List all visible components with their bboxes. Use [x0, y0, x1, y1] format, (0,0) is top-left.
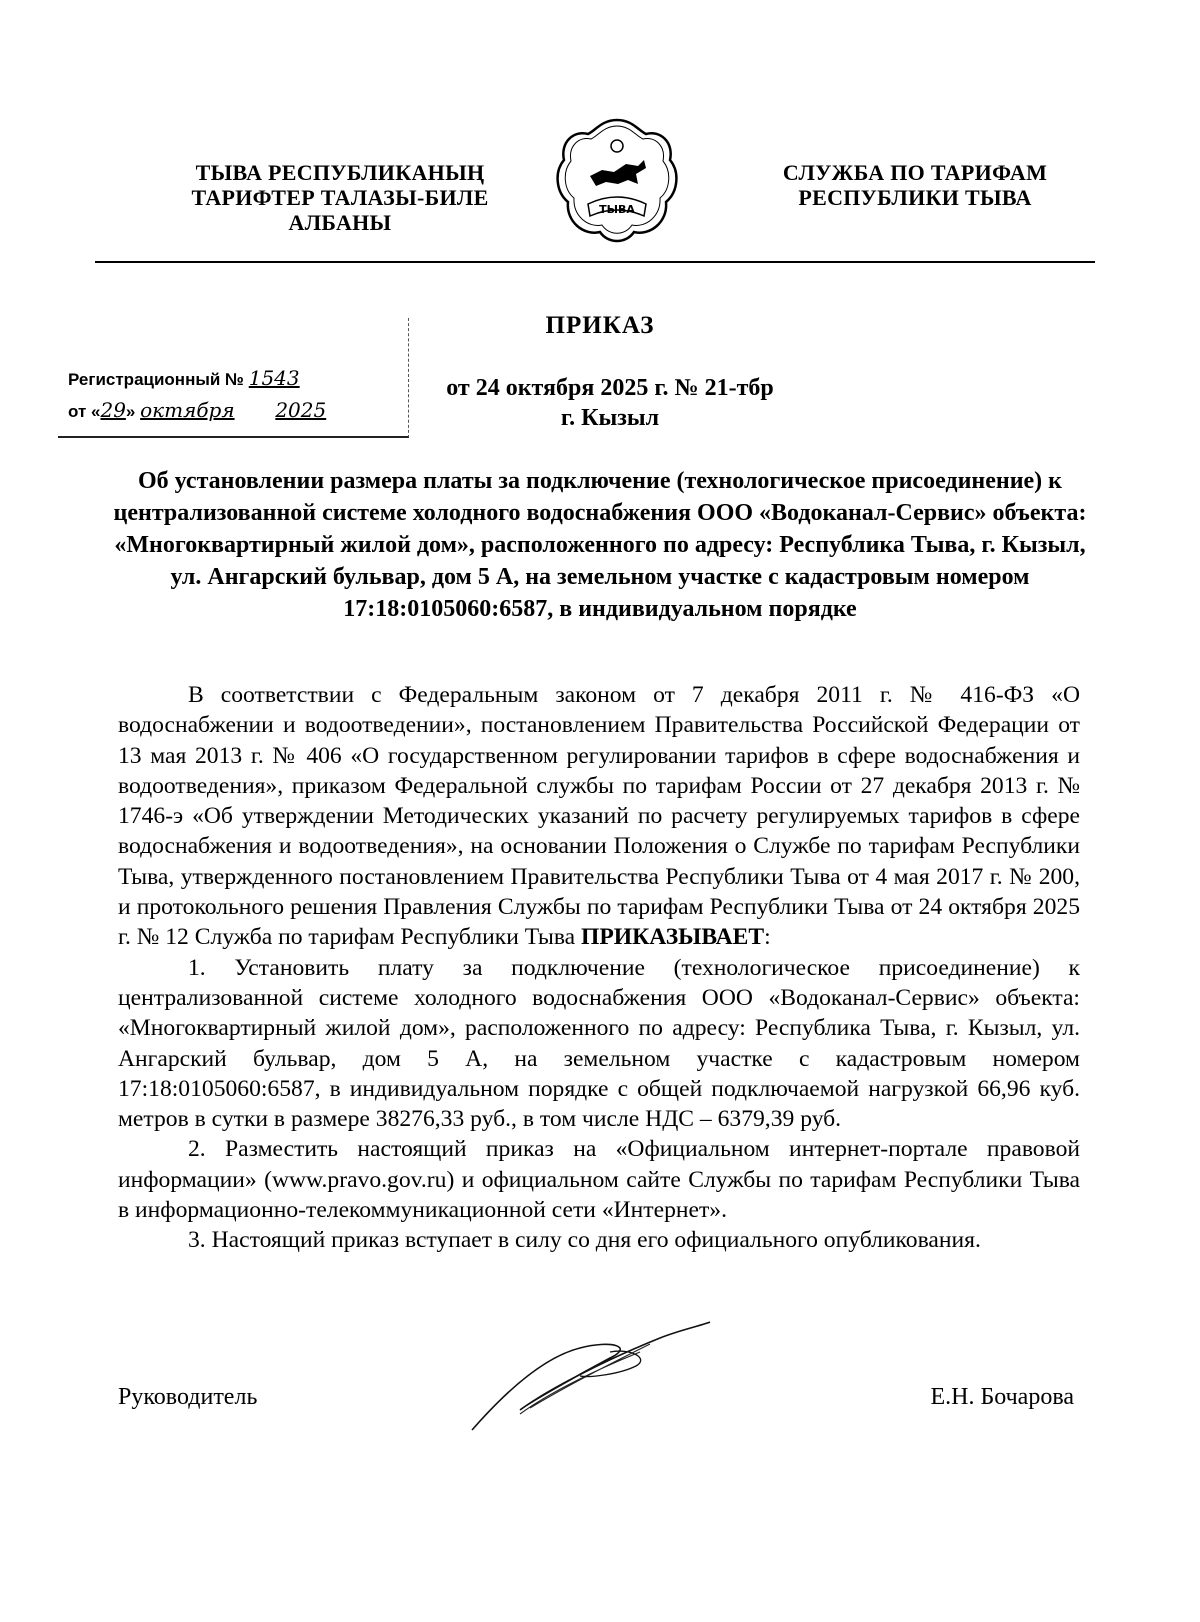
header-left-line: ТАРИФТЕР ТАЛАЗЫ-БИЛЕ — [191, 185, 489, 210]
stamp-reg-label: Регистрационный № — [68, 370, 244, 389]
order-item-1: 1. Установить плату за подключение (технологическое присоединение) к централизованной системе холодного водоснабжения ООО «Водоканал-Сервис» объекта: «Многоквартирный жилой дом», расположенного по адресу: Республика Тыва, г. Кызыл, ул. Ангарский бульвар, дом 5 А, на земельном участке с кадастровым номером 17:18:0105060:6587, в индивидуальном порядке с общей подключаемой нагрузкой 66,96 куб. метров в сутки в размере 38276,33 руб., в том числе НДС – 6379,39 руб. — [118, 954, 1080, 1133]
stamp-date-line — [68, 398, 326, 422]
stamp-reg-line — [68, 366, 300, 390]
handwritten-signature — [460, 1318, 720, 1438]
header-divider — [95, 261, 1095, 263]
header-right-line: СЛУЖБА ПО ТАРИФАМ — [782, 160, 1048, 185]
header-left-org — [140, 160, 540, 235]
signatory-position: Руководитель — [118, 1384, 258, 1410]
document-date-number: от 24 октября 2025 г. № 21-тбр — [446, 375, 774, 401]
preamble-text: В соответствии с Федеральным законом от 7 декабря 2011 г. № 416-ФЗ «О водоснабжении и водоотведении», постановлением Правительства Российской Федерации от 13 мая 2013 г. № 406 «О государственном регулировании тарифов в сфере водоснабжения и водоотведения», приказом Федеральной службы по тарифам России от 27 декабря 2013 г. № 1746-э «Об утверждении Методических указаний по расчету регулируемых тарифов в сфере водоснабжения и водоотведения», на основании Положения о Службе по тарифам Республики Тыва, утвержденного постановлением Правительства Республики Тыва от 4 мая 2017 г. № 200, и протокольного решения Правления Службы по тарифам Республики Тыва от 24 октября 2025 г. № 12 Служба по тарифам Республики Тыва — [118, 682, 1080, 951]
emblem-ribbon-text: ТЫВА — [599, 203, 635, 216]
header-right-line: РЕСПУБЛИКИ ТЫВА — [798, 185, 1032, 210]
signatory-name: Е.Н. Бочарова — [930, 1384, 1074, 1410]
preamble-paragraph — [118, 680, 1080, 953]
document-type: ПРИКАЗ — [545, 312, 655, 339]
stamp-reg-number: 1543 — [248, 366, 300, 390]
order-item-2: 2. Разместить настоящий приказ на «Официальном интернет-портале правовой информации» (www.pravo.gov.ru) и официальном сайте Службы по тарифам Республики Тыва в информационно-телекоммуникационной сети «Интернет». — [118, 1136, 1080, 1224]
stamp-date-mid: » — [125, 402, 136, 421]
order-colon: : — [764, 924, 771, 951]
horse-rider-figure — [590, 160, 646, 186]
document-body — [118, 680, 1080, 1256]
header-left-line: ТЫВА РЕСПУБЛИКАНЫҢ — [195, 160, 485, 185]
order-item-3: 3. Настоящий приказ вступает в силу со дня его официального опубликования. — [188, 1227, 981, 1254]
order-word: ПРИКАЗЫВАЕТ — [581, 924, 765, 951]
coat-of-arms-emblem — [548, 112, 686, 250]
stamp-date-day: 29 — [100, 398, 126, 422]
stamp-date-month: октября — [140, 398, 235, 422]
stamp-date-year: 2025 — [275, 398, 327, 422]
document-subject: Об установлении размера платы за подключение (технологическое присоединение) к централизованной системе холодного водоснабжения ООО «Водоканал-Сервис» объекта: «Многоквартирный жилой дом», расположенного по адресу: Республика Тыва, г. Кызыл, ул. Ангарский бульвар, дом 5 А, на земельном участке с кадастровым номером 17:18:0105060:6587, в индивидуальном порядке — [113, 468, 1087, 622]
document-place: г. Кызыл — [560, 405, 660, 431]
header-right-org — [745, 160, 1085, 210]
header-left-line: АЛБАНЫ — [288, 210, 392, 235]
stamp-date-prefix: от « — [68, 402, 101, 421]
